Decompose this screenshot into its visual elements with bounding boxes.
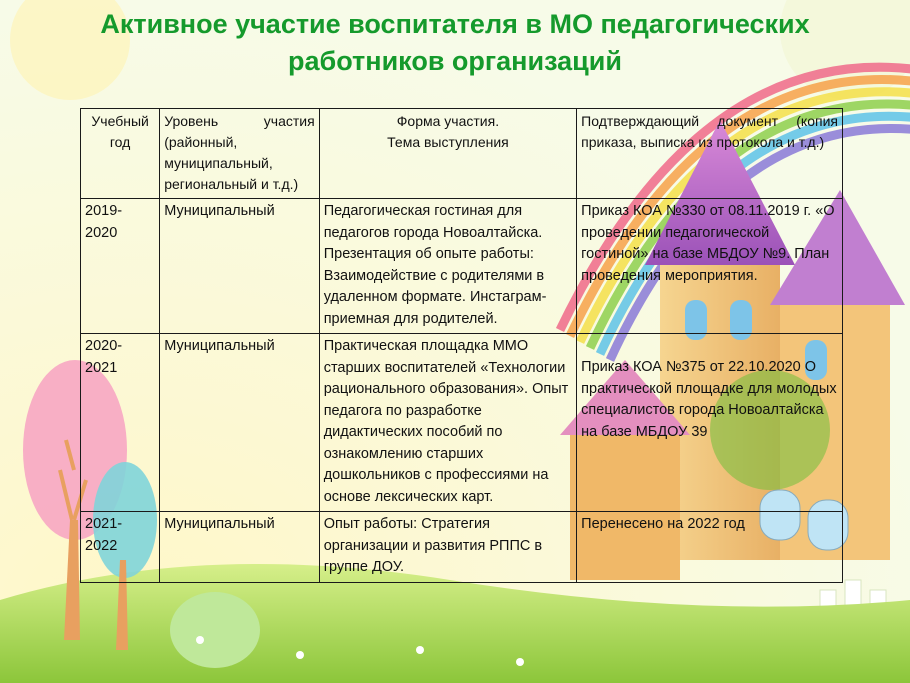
header-document: Подтверждающий документ (копия приказа, выписка из протокола и т.д.) [577,109,843,199]
participation-table [80,108,843,583]
cell-level: Муниципальный [160,199,319,334]
title-line-2: работников организаций [288,46,622,76]
cell-year: 2020- 2021 [81,334,160,512]
cell-year: 2019- 2020 [81,199,160,334]
cell-document: Перенесено на 2022 год [577,512,843,583]
cell-document: Приказ КОА №330 от 08.11.2019 г. «О проведении педагогической гостиной» на базе МБДОУ №9. План проведения мероприятия. [577,199,843,334]
cell-form: Педагогическая гостиная для педагогов города Новоалтайска. Презентация об опыте работы: Взаимодействие с родителями в удаленном формате. Инстаграм-приемная для родителей. [319,199,576,334]
table-header-row [81,109,843,199]
cell-form: Опыт работы: Стратегия организации и развития РППС в группе ДОУ. [319,512,576,583]
title-line-1: Активное участие воспитателя в МО педагогических [100,9,810,39]
cell-level: Муниципальный [160,334,319,512]
header-form: Форма участия. Тема выступления [319,109,576,199]
cell-year: 2021- 2022 [81,512,160,583]
header-level: Уровень участия (районный, муниципальный, региональный и т.д.) [160,109,319,199]
header-year: Учебный год [81,109,160,199]
table-row [81,334,843,512]
cell-document: Приказ КОА №375 от 22.10.2020 О практической площадке для молодых специалистов города Новоалтайска на базе МБДОУ 39 [577,334,843,512]
table-row [81,512,843,583]
cell-form: Практическая площадка ММО старших воспитателей «Технологии рационального образования». Опыт педагога по разработке дидактических пособий по ознакомлению старших дошкольников с профессиями на основе лексических карт. [319,334,576,512]
table-row [81,199,843,334]
cell-level: Муниципальный [160,512,319,583]
page-title [40,6,870,80]
